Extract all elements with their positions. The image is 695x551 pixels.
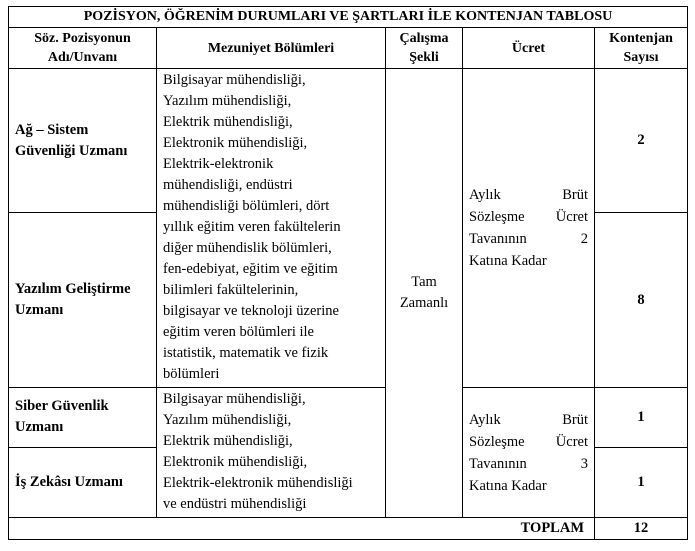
header-work-type [386,28,463,69]
header-quota-line2: Sayısı [623,50,659,65]
fee-line: Sözleşme Ücret [469,209,588,225]
department-line: mühendisliği bölümleri, dört [163,198,330,214]
header-position-line2: Adı/Unvanı [47,50,118,65]
header-quota-line1: Kontenjan [609,31,673,46]
table-row [9,388,688,448]
quota-cell: 1 [595,388,688,448]
position-cell [9,213,157,388]
header-work-type-line1: Çalışma [399,31,449,46]
fee-line: Sözleşme Ücret [469,433,588,450]
department-line: bilimleri fakültelerinin, [163,282,299,298]
departments-cell [157,388,386,518]
work-type-line: Tam [411,274,437,290]
header-quota [595,28,688,69]
table-title: POZİSYON, ÖĞRENİM DURUMLARI VE ŞARTLARI İLE KONTENJAN TABLOSU [9,7,688,28]
department-line: Elektrik mühendisliği, [163,114,293,130]
position-line: Ağ – Sistem [15,121,89,138]
department-line: eğitim veren bölümleri ile [163,324,314,340]
department-line: mühendisliği, endüstri [163,177,293,193]
position-line: Uzmanı [15,302,64,319]
department-line: bölümleri [163,366,220,382]
header-fee: Ücret [463,28,595,69]
total-value: 12 [595,518,688,540]
position-cell [9,69,157,213]
position-cell [9,388,157,448]
table-row [9,69,688,213]
header-departments: Mezuniyet Bölümleri [157,28,386,69]
department-line: ve endüstri mühendisliği [163,496,307,512]
departments-cell [157,69,386,388]
position-line: Uzmanı [15,419,64,436]
department-line: Elektronik mühendisliği, [163,454,308,470]
position-line: İş Zekâsı Uzmanı [15,473,123,490]
department-line: Yazılım mühendisliği, [163,93,292,109]
department-line: istatistik, matematik ve fizik [163,345,329,361]
total-label: TOPLAM [9,518,595,540]
department-line: Elektrik-elektronik [163,156,274,172]
header-work-type-line2: Şekli [409,50,439,65]
position-line: Güvenliği Uzmanı [15,142,128,159]
department-line: fen-edebiyat, eğitim ve eğitim [163,261,338,277]
position-cell [9,447,157,517]
work-type-cell [386,69,463,518]
department-line: bilgisayar ve teknoloji üzerine [163,303,339,319]
fee-line: Katına Kadar [469,477,547,494]
department-line: Yazılım mühendisliği, [163,412,292,428]
department-line: yıllık eğitim veren fakültelerin [163,219,341,235]
quota-cell: 1 [595,447,688,517]
fee-line: Aylık Brüt [469,187,588,203]
quota-cell: 8 [595,213,688,388]
header-position [9,28,157,69]
quota-table-container [8,6,687,540]
work-type-line: Zamanlı [399,295,449,311]
department-line: Bilgisayar mühendisliği, [163,391,306,407]
position-line: Siber Güvenlik [15,398,109,415]
quota-table [8,6,688,540]
department-line: Bilgisayar mühendisliği, [163,72,306,88]
department-line: Elektrik mühendisliği, [163,433,293,449]
fee-line: Tavanının 2 [469,231,588,247]
fee-line: Katına Kadar [469,253,547,269]
department-line: diğer mühendislik bölümleri, [163,240,332,256]
department-line: Elektrik-elektronik mühendisliği [163,475,353,491]
fee-line: Aylık Brüt [469,411,588,428]
fee-line: Tavanının 3 [469,455,588,472]
quota-cell: 2 [595,69,688,213]
total-row [9,518,688,540]
header-position-line1: Söz. Pozisyonun [34,31,131,46]
position-line: Yazılım Geliştirme [15,281,131,298]
department-line: Elektronik mühendisliği, [163,135,308,151]
fee-cell [463,388,595,518]
fee-cell [463,69,595,388]
